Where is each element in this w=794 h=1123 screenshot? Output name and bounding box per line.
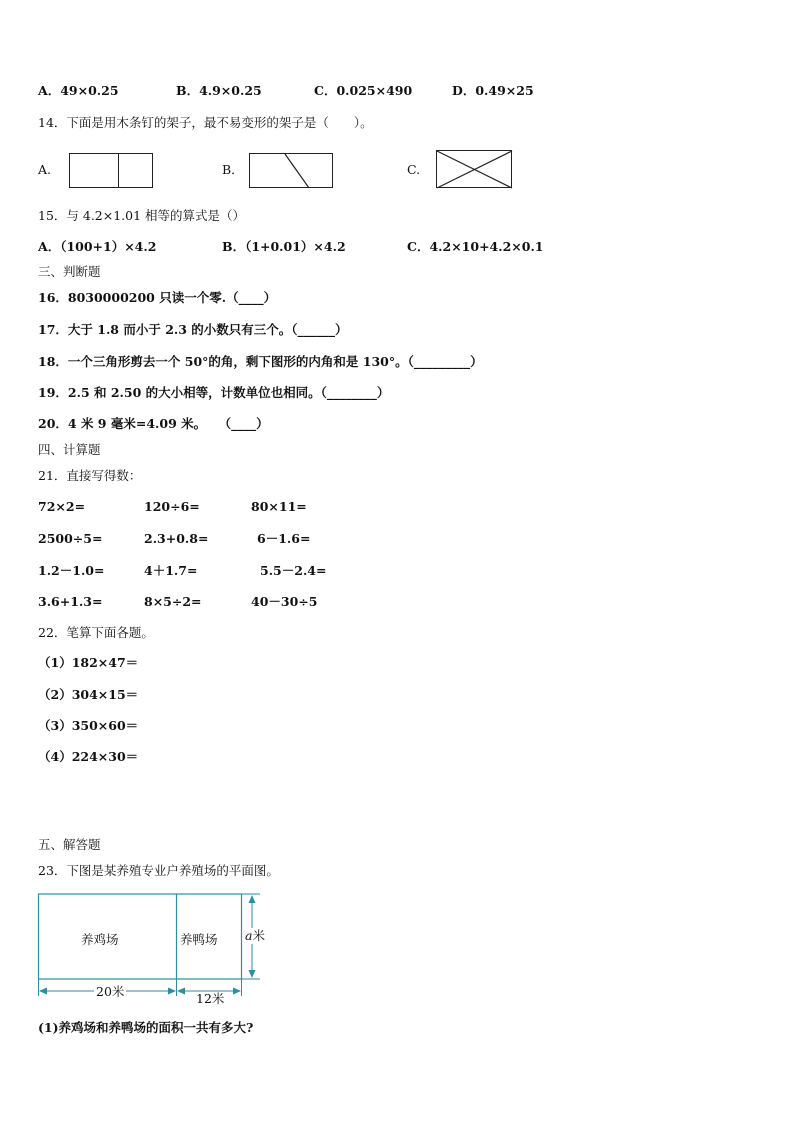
option-c: C．0.025×490 — [314, 83, 413, 98]
duck-farm-label: 养鸭场 — [180, 932, 218, 947]
farm-plan-diagram — [36, 890, 276, 1010]
arrow-left-icon — [177, 988, 185, 995]
option-a: A．49×0.25 — [38, 83, 119, 98]
width-label-20m: 20米 — [96, 984, 125, 999]
mental-math-item: 1.2－1.0= — [38, 563, 105, 578]
q23-stem: 23．下图是某养殖专业户养殖场的平面图。 — [38, 863, 279, 878]
mental-math-item: 5.5－2.4= — [260, 563, 327, 578]
judge-item: 16．8030000200 只读一个零.（____） — [38, 290, 277, 305]
q21-stem: 21．直接写得数： — [38, 468, 142, 483]
q14-stem: 14．下面是用木条钉的架子，最不易变形的架子是（ ）。 — [38, 115, 373, 130]
mental-math-item: 2.3+0.8= — [144, 531, 209, 546]
mental-math-item: 6－1.6= — [257, 531, 311, 546]
section-title-calculation: 四、计算题 — [38, 442, 101, 457]
arrow-left-icon — [39, 988, 47, 995]
frame-single-diagonal — [249, 153, 333, 188]
option-b: B．4.9×0.25 — [176, 83, 262, 98]
judge-item: 17．大于 1.8 而小于 2.3 的小数只有三个。（______） — [38, 322, 348, 337]
judge-item: 20．4 米 9 毫米=4.09 米。 （____） — [38, 416, 269, 431]
diagonal-brace — [250, 154, 334, 189]
option-d: D．0.49×25 — [452, 83, 534, 98]
written-calc-item: （4）224×30＝ — [38, 749, 139, 764]
section-title-judgement: 三、判断题 — [38, 264, 101, 279]
q14-option-a: A. — [38, 162, 52, 177]
q14-option-c: C. — [407, 162, 421, 177]
written-calc-item: （1）182×47＝ — [38, 655, 139, 670]
height-label: a米 — [245, 928, 265, 943]
q22-stem: 22．笔算下面各题。 — [38, 625, 154, 640]
mental-math-item: 4＋1.7= — [144, 563, 198, 578]
judge-item: 19．2.5 和 2.50 的大小相等，计数单位也相同。（________） — [38, 385, 390, 400]
mental-math-item: 120÷6= — [144, 499, 200, 514]
chicken-farm-label: 养鸡场 — [81, 932, 119, 947]
frame-two-rectangles — [69, 153, 153, 188]
mental-math-item: 40－30÷5 — [251, 594, 318, 609]
q15-stem: 15．与 4.2×1.01 相等的算式是（） — [38, 208, 246, 223]
mental-math-item: 72×2= — [38, 499, 86, 514]
cross-braces — [437, 151, 513, 189]
arrow-right-icon — [233, 988, 241, 995]
frame-cross-braced — [436, 150, 512, 188]
q15-option-b: B．（1+0.01）×4.2 — [222, 239, 346, 254]
q15-option-c: C．4.2×10+4.2×0.1 — [407, 239, 544, 254]
width-label-12m: 12米 — [196, 991, 225, 1006]
written-calc-item: （3）350×60＝ — [38, 718, 139, 733]
judge-item: 18．一个三角形剪去一个 50°的角，剩下图形的内角和是 130°。（_________） — [38, 354, 483, 369]
q15-option-a: A．（100+1）×4.2 — [38, 239, 157, 254]
mental-math-item: 80×11= — [251, 499, 307, 514]
section-title-word-problems: 五、解答题 — [38, 837, 101, 852]
frame-divider — [118, 154, 119, 187]
mental-math-item: 3.6+1.3= — [38, 594, 103, 609]
mental-math-item: 8×5÷2= — [144, 594, 202, 609]
arrow-up-icon — [249, 895, 256, 903]
written-calc-item: （2）304×15＝ — [38, 687, 139, 702]
arrow-down-icon — [249, 970, 256, 978]
mental-math-item: 2500÷5= — [38, 531, 103, 546]
q23-subquestion-1: (1)养鸡场和养鸭场的面积一共有多大? — [38, 1020, 254, 1035]
arrow-right-icon — [168, 988, 176, 995]
q14-option-b: B． — [222, 162, 244, 177]
